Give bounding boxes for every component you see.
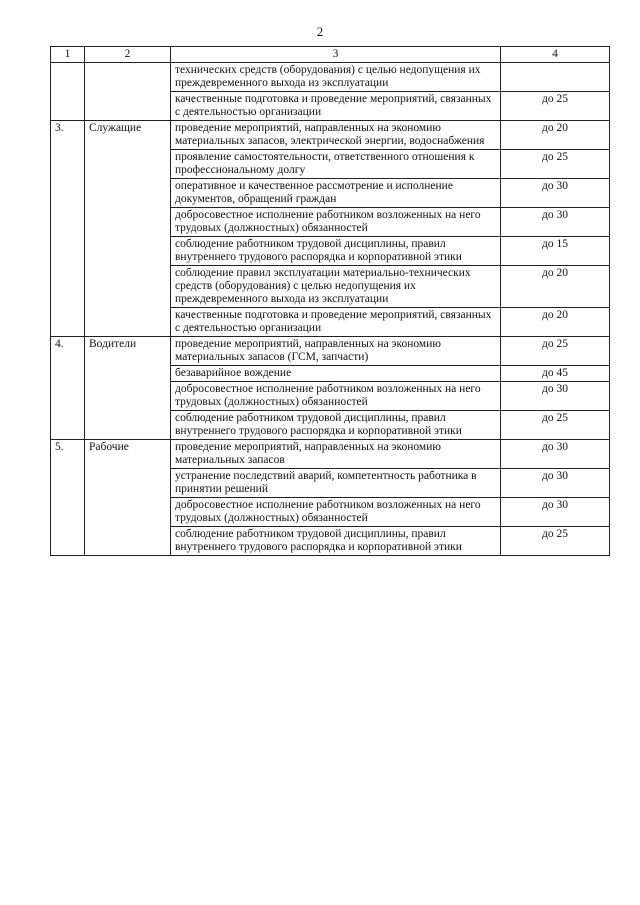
criterion-value: до 30 [501,498,610,527]
table-row [51,63,610,92]
criterion-value: до 30 [501,179,610,208]
criterion-value: до 30 [501,382,610,411]
page-number: 2 [316,24,324,39]
criterion-value [501,63,610,92]
criterion-value: до 20 [501,308,610,337]
employee-category: Водители [85,337,171,440]
header-col-3: 3 [171,47,501,63]
criterion-value: до 15 [501,237,610,266]
criterion-text: добросовестное исполнение работником возложенных на него трудовых (должностных) обязанностей [171,498,501,527]
criterion-value: до 25 [501,337,610,366]
criterion-text: добросовестное исполнение работником возложенных на него трудовых (должностных) обязанностей [171,208,501,237]
table-row [51,440,610,469]
criteria-table [50,46,610,556]
employee-category: Рабочие [85,440,171,556]
criterion-value: до 25 [501,527,610,556]
criterion-text: соблюдение правил эксплуатации материально-технических средств (оборудования) с целью недопущения их преждевременного выхода из эксплуатации [171,266,501,308]
criterion-text: проведение мероприятий, направленных на экономию материальных запасов, электрической энергии, водоснабжения [171,121,501,150]
employee-category [85,63,171,121]
criterion-text: качественные подготовка и проведение мероприятий, связанных с деятельностью организации [171,92,501,121]
criterion-text: добросовестное исполнение работником возложенных на него трудовых (должностных) обязанностей [171,382,501,411]
criterion-text: проведение мероприятий, направленных на экономию материальных запасов [171,440,501,469]
criterion-text: оперативное и качественное рассмотрение и исполнение документов, обращений граждан [171,179,501,208]
table-row [51,121,610,150]
criterion-text: соблюдение работником трудовой дисциплины, правил внутреннего трудового распорядка и корпоративной этики [171,237,501,266]
criterion-value: до 25 [501,411,610,440]
row-number: 4. [51,337,85,440]
criterion-value: до 20 [501,266,610,308]
criterion-text: проявление самостоятельности, ответственного отношения к профессиональному долгу [171,150,501,179]
table-row [51,337,610,366]
row-number: 5. [51,440,85,556]
header-col-4: 4 [501,47,610,63]
criterion-value: до 30 [501,469,610,498]
criterion-text: безаварийное вождение [171,366,501,382]
criterion-text: качественные подготовка и проведение мероприятий, связанных с деятельностью организации [171,308,501,337]
criterion-text: соблюдение работником трудовой дисциплины, правил внутреннего трудового распорядка и корпоративной этики [171,411,501,440]
row-number: 3. [51,121,85,337]
header-col-1: 1 [51,47,85,63]
header-col-2: 2 [85,47,171,63]
criterion-text: соблюдение работником трудовой дисциплины, правил внутреннего трудового распорядка и корпоративной этики [171,527,501,556]
header-row [51,47,610,63]
criterion-text: устранение последствий аварий, компетентность работника в принятии решений [171,469,501,498]
criterion-text: технических средств (оборудования) с целью недопущения их преждевременного выхода из эксплуатации [171,63,501,92]
criterion-value: до 30 [501,208,610,237]
criterion-value: до 20 [501,121,610,150]
criterion-value: до 45 [501,366,610,382]
criterion-value: до 25 [501,92,610,121]
criterion-value: до 25 [501,150,610,179]
criterion-text: проведение мероприятий, направленных на экономию материальных запасов (ГСМ, запчасти) [171,337,501,366]
employee-category: Служащие [85,121,171,337]
row-number [51,63,85,121]
criterion-value: до 30 [501,440,610,469]
